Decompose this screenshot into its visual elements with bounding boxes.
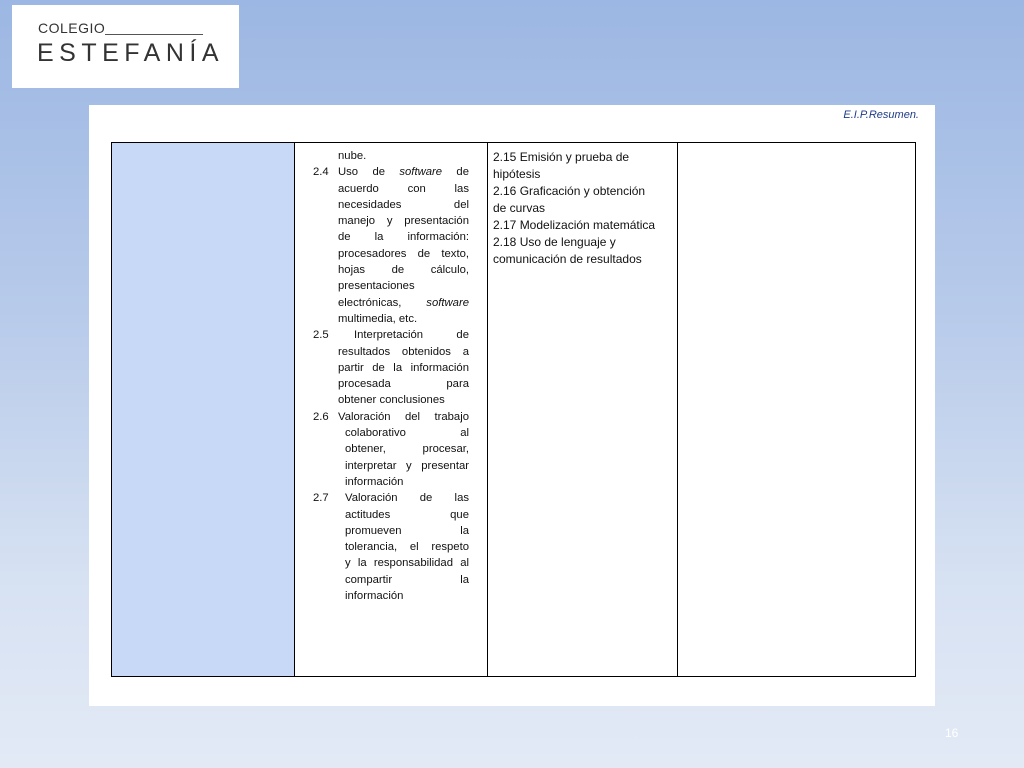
item-line: procesadores de texto, xyxy=(338,247,469,260)
logo-divider xyxy=(105,34,203,35)
item-line: información xyxy=(345,475,404,488)
school-logo xyxy=(12,5,239,88)
item-line: Interpretación de xyxy=(354,329,469,342)
content-table xyxy=(111,142,916,677)
item-line: promueven la xyxy=(345,524,469,537)
item-line: procesada para xyxy=(338,378,469,391)
topic-line: 2.18 Uso de lenguaje y xyxy=(493,235,616,249)
topic-line: hipótesis xyxy=(493,167,541,181)
topic-line: 2.15 Emisión y prueba de xyxy=(493,150,630,164)
item-line: hojas de cálculo, xyxy=(338,264,469,277)
item-number: 2.4 xyxy=(313,166,329,179)
item-number: 2.7 xyxy=(313,492,329,505)
item-number: 2.6 xyxy=(313,410,329,423)
item-line: de la información: xyxy=(338,231,469,244)
item-line: y la responsabilidad al xyxy=(345,557,469,570)
item-line: multimedia, etc. xyxy=(338,312,418,325)
item-line: Valoración del trabajo xyxy=(338,410,469,423)
list-item xyxy=(313,164,469,327)
item-line: interpretar y presentar xyxy=(345,459,469,472)
item-line: necesidades del xyxy=(338,198,469,211)
topic-line: de curvas xyxy=(493,201,546,215)
topic-line: 2.17 Modelización matemática xyxy=(493,218,656,232)
list-item xyxy=(313,409,469,490)
list-intro: nube. xyxy=(338,150,367,162)
item-line: resultados obtenidos a xyxy=(338,345,469,358)
item-line: electrónicas, software xyxy=(338,296,469,309)
item-line: acuerdo con las xyxy=(338,182,469,195)
topic-line: comunicación de resultados xyxy=(493,252,642,266)
list-item xyxy=(313,490,469,604)
logo-top-text: COLEGIO xyxy=(38,20,106,36)
contents-list xyxy=(295,143,487,604)
item-line: colaborativo al xyxy=(345,427,469,440)
document-header: E.I.P.Resumen. xyxy=(843,109,919,121)
table-row xyxy=(112,143,916,677)
item-line: información xyxy=(345,590,404,603)
table-cell-blank-shaded xyxy=(112,143,295,677)
item-line: tolerancia, el respeto xyxy=(345,541,469,554)
topics-list xyxy=(488,143,677,268)
table-cell-contents xyxy=(295,143,488,677)
item-line: partir de la información xyxy=(338,361,469,374)
table-cell-topics xyxy=(488,143,678,677)
list-item xyxy=(313,327,469,408)
item-line: manejo y presentación xyxy=(338,215,469,228)
item-line: obtener conclusiones xyxy=(338,394,445,407)
table-cell-blank xyxy=(678,143,916,677)
item-line: Valoración de las xyxy=(345,492,469,505)
item-line: Uso de software de xyxy=(338,166,469,179)
document-page xyxy=(89,105,935,706)
item-line: obtener, procesar, xyxy=(345,443,469,456)
item-line: presentaciones xyxy=(338,280,415,293)
item-number: 2.5 xyxy=(313,329,329,342)
topic-line: 2.16 Graficación y obtención xyxy=(493,184,646,198)
item-line: actitudes que xyxy=(345,508,469,521)
item-line: compartir la xyxy=(345,573,469,586)
logo-main-text: ESTEFANÍA xyxy=(37,39,225,67)
page-number: 16 xyxy=(945,726,959,740)
